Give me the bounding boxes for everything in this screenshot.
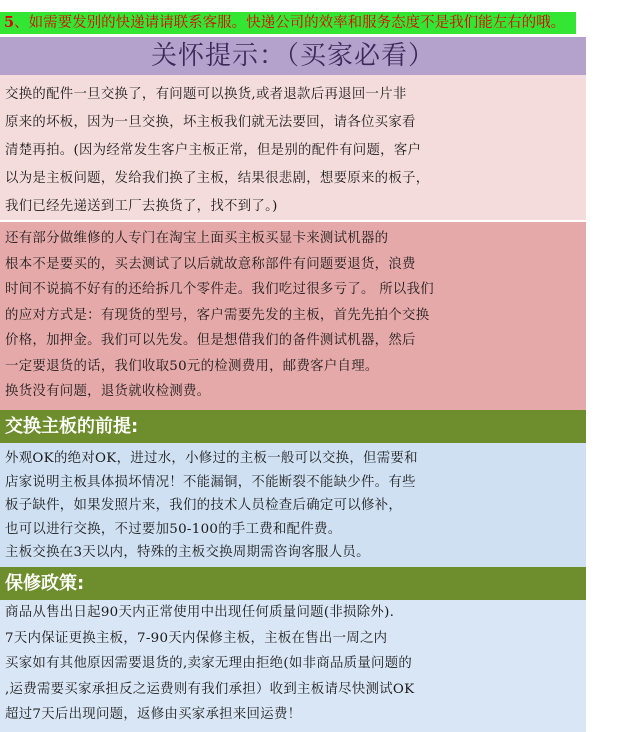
notice-bar <box>0 12 576 34</box>
repair-warning-line: 时间不说搞不好有的还给拆几个零件走。我们吃过很多亏了。 所以我们 <box>5 282 434 297</box>
warranty-line: ,运费需要买家承担反之运费则有我们承担）收到主板请尽快测试OK <box>5 681 415 697</box>
prerequisite-line: 板子缺件，如果发照片来，我们的技术人员检查后确定可以修补， <box>5 498 403 513</box>
exchange-prerequisites-heading: 交换主板的前提: <box>0 410 586 443</box>
prerequisite-line: 外观OK的绝对OK，进过水，小修过的主板一般可以交换，但需要和 <box>5 451 418 466</box>
warranty-line: 买家如有其他原因需要退货的,卖家无理由拒绝(如非商品质量问题的 <box>5 656 413 671</box>
exchange-note-line: 原来的坏板，因为一旦交换，坏主板我们就无法要回，请各位买家看 <box>5 115 416 130</box>
exchange-note-section <box>0 75 586 220</box>
prerequisite-line: 店家说明主板具体损坏情况！不能漏铜，不能断裂不能缺少件。有些 <box>5 474 416 490</box>
warranty-line: 7天内保证更换主板，7-90天内保修主板，主板在售出一周之内 <box>5 630 388 646</box>
exchange-note-line: 以为是主板问题，发给我们换了主板，结果很悲剧，想要原来的板子， <box>5 171 430 186</box>
notice-number: 5 <box>4 14 15 31</box>
repair-warning-line: 价格，加押金。我们可以先发。但是想借我们的备件测试机器，然后 <box>5 333 416 348</box>
repair-warning-line: 换货没有问题，退货就收检测费。 <box>5 384 211 399</box>
repair-warning-line: 的应对方式是：有现货的型号，客户需要先发的主板，首先先拍个交换 <box>5 307 430 323</box>
repair-warning-line: 一定要退货的话，我们收取50元的检测费用，邮费客户自理。 <box>5 358 379 374</box>
exchange-note-line: 交换的配件一旦交换了，有问题可以换货,或者退款后再退回一片非 <box>5 87 407 102</box>
exchange-prerequisites-section <box>0 443 586 567</box>
exchange-note-line: 清楚再拍。(因为经常发生客户主板正常，但是别的配件有问题，客户 <box>5 143 422 158</box>
repair-warning-line: 还有部分做维修的人专门在淘宝上面买主板买显卡来测试机器的 <box>5 231 389 246</box>
notice-text: 、如需要发别的快递请请联系客服。快递公司的效率和服务态度不是我们能左右的哦。 <box>14 15 566 31</box>
repair-warning-line: 根本不是要买的，买去测试了以后就故意称部件有问题要退货，浪费 <box>5 256 416 272</box>
warranty-line: 超过7天后出现问题，返修由买家承担来回运费！ <box>5 707 302 722</box>
warranty-policy-section <box>0 600 586 732</box>
repair-warning-section <box>0 222 586 410</box>
warranty-policy-heading: 保修政策: <box>0 567 586 600</box>
prerequisite-line: 主板交换在3天以内，特殊的主板交换周期需咨询客服人员。 <box>5 545 370 560</box>
prerequisite-line: 也可以进行交换，不过要加50-100的手工费和配件费。 <box>5 521 342 537</box>
warranty-line: 商品从售出日起90天内正常使用中出现任何质量问题(非损除外). <box>5 605 395 620</box>
page-title: 关怀提示：（买家必看） <box>0 37 586 75</box>
exchange-note-line: 我们已经先递送到工厂去换货了，找不到了。) <box>5 199 278 214</box>
